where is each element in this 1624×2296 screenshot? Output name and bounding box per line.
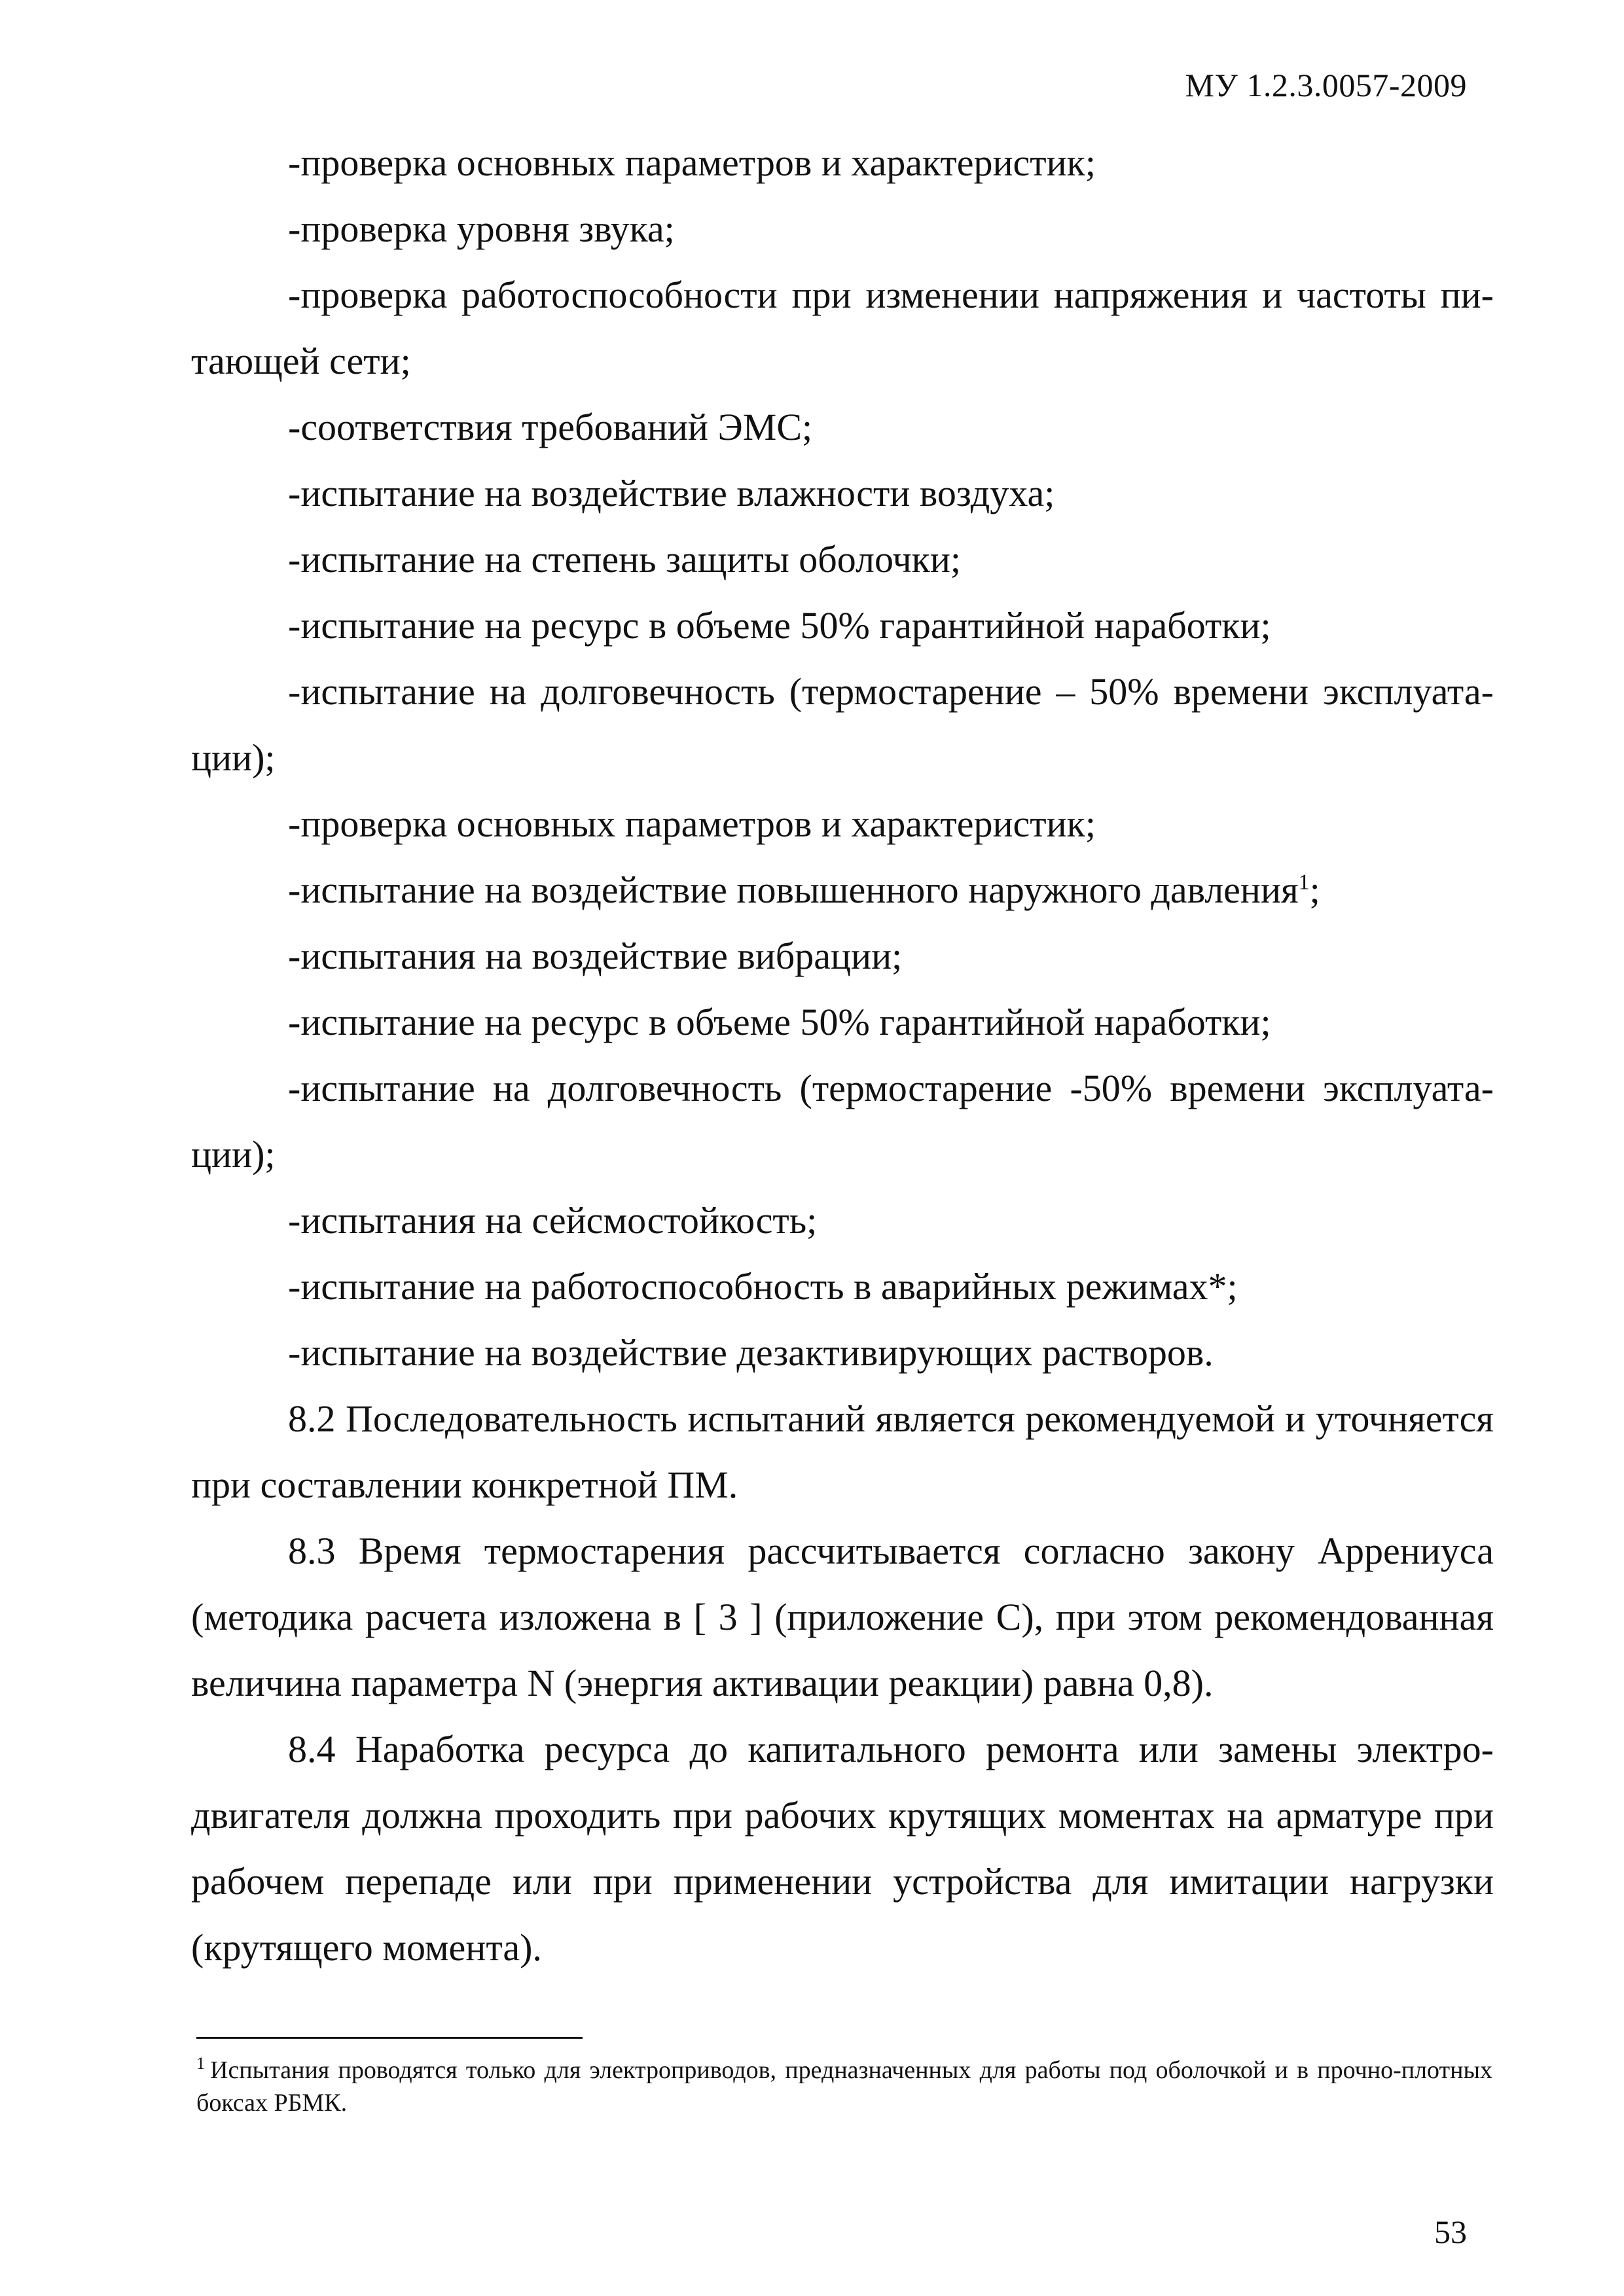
document-code: МУ 1.2.3.0057-2009 xyxy=(1185,67,1467,103)
list-item-sound-level-check: -проверка уровня звука; xyxy=(288,207,675,250)
list-item-external-pressure-suffix: ; xyxy=(1309,869,1320,911)
list-item-decontamination-test: -испытание на воздействие дезактивирующих растворов. xyxy=(288,1331,1214,1374)
footnote-divider xyxy=(196,2037,583,2039)
footnote-text: Испытания проводятся только для электроприводов, предназначенных для работы под оболочкой и в прочно-плотных боксах РБМК. xyxy=(196,2056,1492,2117)
list-item-main-params-check-repeat: -проверка основных параметров и характеристик; xyxy=(288,802,1096,845)
list-item-resource-test-repeat: -испытание на ресурс в объеме 50% гарантийной наработки; xyxy=(288,1001,1271,1043)
footnote xyxy=(196,2054,1492,2119)
list-item-main-params-check: -проверка основных параметров и характеристик; xyxy=(288,141,1096,184)
list-item-durability-test-repeat: -испытание на долговечность (термостарение -50% времени эксплуатации); xyxy=(191,1067,1494,1175)
list-item-resource-test: -испытание на ресурс в объеме 50% гарантийной наработки; xyxy=(288,604,1271,647)
list-item-enclosure-protection-test: -испытание на степень защиты оболочки; xyxy=(288,538,961,581)
clause-8-2: 8.2 Последовательность испытаний является рекомендуемой и уточняется при составлении конкретной ПМ. xyxy=(191,1397,1494,1506)
clause-8-4: 8.4 Наработка ресурса до капитального ремонта или замены электродвигателя должна проходить при рабочих крутящих моментах на арматуре при рабочем перепаде или при применении устройства для имитации нагрузки (крутящего момента). xyxy=(191,1728,1494,1969)
list-item-vibration-test: -испытания на воздействие вибрации; xyxy=(288,935,903,977)
list-item-emc-compliance: -соответствия требований ЭМС; xyxy=(288,406,813,448)
list-item-seismic-test: -испытания на сейсмостойкость; xyxy=(288,1199,818,1242)
list-item-durability-test: -испытание на долговечность (термостарение – 50% времени эксплуатации); xyxy=(191,670,1494,779)
list-item-humidity-test: -испытание на воздействие влажности воздуха; xyxy=(288,472,1055,514)
list-item-external-pressure-text: -испытание на воздействие повышенного наружного давления xyxy=(288,869,1299,911)
footnote-marker: 1 xyxy=(196,2054,205,2073)
page-number: 53 xyxy=(1434,2214,1467,2250)
footnote-reference: 1 xyxy=(1298,870,1310,895)
list-item-external-pressure-test xyxy=(191,857,1494,923)
clause-8-3: 8.3 Время термостарения рассчитывается согласно закону Аррениуса (методика расчета изложена в [ 3 ] (приложение С), при этом рекомендованная величина параметра N (энергия активации реакции) равна 0,8). xyxy=(191,1530,1494,1704)
body-text xyxy=(191,130,1494,1981)
list-item-voltage-frequency-check: -проверка работоспособности при изменении напряжения и частоты питающей сети; xyxy=(191,274,1494,382)
list-item-emergency-mode-test: -испытание на работоспособность в аварийных режимах*; xyxy=(288,1265,1238,1308)
